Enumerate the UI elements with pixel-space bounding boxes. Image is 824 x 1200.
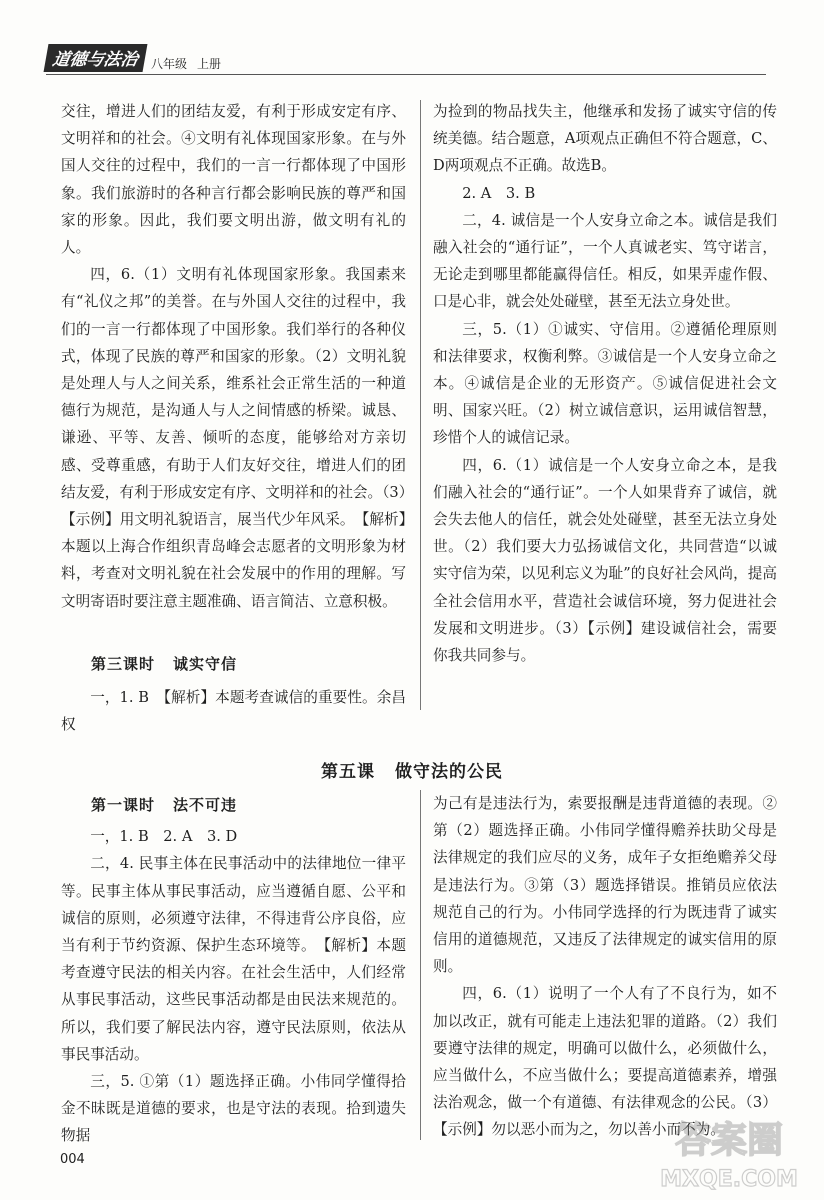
answer-paragraph: 四，6.（1）诚信是一个人安身立命之本，是我们融入社会的“通行证”。一个人如果背弃了诚信，就会失去他人的信任，就会处处碰壁，甚至无法立身处世。（2）我们要大力弘扬诚信文化，共同营造“以诚实守信为荣，以见利忘义为耻”的良好社会风尚，提高全社会信用水平，营造社会诚信环境，努力促进社会发展和文明进步。（3）【示例】建设诚信社会，需要你我共同参与。 xyxy=(433,456,777,665)
lower-left-column xyxy=(61,792,406,1150)
volume-label: 上册 xyxy=(197,57,222,71)
lower-right-column xyxy=(433,790,777,1144)
answer-paragraph: 交往，增进人们的团结友爱，有利于形成安定有序、文明祥和的社会。④文明有礼体现国家形象。在与外国人交往的过程中，我们的一言一行都体现了中国形象。我们旅游时的各种言行都会影响民族的尊严和国家的形象。因此，我们要文明出游，做文明有礼的人。 xyxy=(61,103,406,257)
answer-paragraph: 2. A 3. B xyxy=(462,184,536,202)
answer-paragraph: 为己有是违法行为，索要报酬是违背道德的表现。②第（2）题选择正确。小伟同学懂得赡养扶助父母是法律规定的我们应尽的义务，成年子女拒绝赡养父母是违法行为。③第（3）题选择错误。推销员应依法规范自己的行为。小伟同学选择的行为既违背了诚实信用的道德规范，又违反了法律规定的诚实信用的原则。 xyxy=(433,795,777,976)
answer-paragraph: 为捡到的物品找失主，他继承和发扬了诚实守信的传统美德。结合题意，A项观点正确但不符合题意，C、D两项观点不正确。故选B。 xyxy=(433,103,777,175)
answer-paragraph: 三，5.（1）①诚实、守信用。②遵循伦理原则和法律要求，权衡利弊。③诚信是一个人安身立命之本。④诚信是企业的无形资产。⑤诚信促进社会文明、国家兴旺。（2）树立诚信意识，运用诚信智慧，珍惜个人的诚信记录。 xyxy=(433,320,777,447)
answer-paragraph: 四，6.（1）说明了一个人有了不良行为，如不加以改正，就有可能走上违法犯罪的道路。（2）我们要遵守法律的规定，明确可以做什么，必须做什么，应当做什么，不应当做什么；要提高道德素养，增强法治观念，做一个有道德、有法律观念的公民。（3）【示例】勿以恶小而为之，勿以善小而不为。 xyxy=(433,985,777,1139)
answer-paragraph: 一，1. B 2. A 3. D xyxy=(90,828,238,846)
svg-text:MXQE.COM: MXQE.COM xyxy=(660,1167,798,1192)
answer-paragraph: 二，4. 民事主体在民事活动中的法律地位一律平等。民事主体从事民事活动，应当遵循自愿、公平和诚信的原则，必须遵守法律，不得违背公序良俗，应当有利于节约资源、保护生态环境等。 【解析】本题考查遵守民法的相关内容。在社会生活中，人们经常从事民事活动，这些民事活动都是由民法来规范的。所以，我们要了解民法内容，遵守民法原则，依法从事民事活动。 xyxy=(61,855,406,1063)
page-header xyxy=(46,46,221,72)
page-number: 004 xyxy=(60,1152,85,1167)
upper-right-column xyxy=(433,98,777,669)
svg-text:答案圈: 答案圈 xyxy=(674,1120,784,1161)
watermark-icon xyxy=(644,1100,814,1196)
section-title: 第一课时 法不可违 xyxy=(91,796,238,814)
column-divider xyxy=(420,100,421,710)
grade-label: 八年级 xyxy=(151,57,188,71)
watermark-logo xyxy=(644,1100,814,1196)
column-divider xyxy=(420,790,421,1140)
answer-paragraph: 一，1. B 【解析】本题考查诚信的重要性。余昌权 xyxy=(61,689,406,734)
answer-paragraph: 二，4. 诚信是一个人安身立命之本。诚信是我们融入社会的“通行证”，一个人真诚老实、笃守诺言，无论走到哪里都能赢得信任。相反，如果弄虚作假、口是心非，就会处处碰壁，甚至无法立身处世。 xyxy=(433,211,777,311)
chapter-title: 第五课 做守法的公民 xyxy=(321,762,503,782)
upper-left-column xyxy=(61,98,406,738)
answer-paragraph: 三，5. ①第（1）题选择正确。小伟同学懂得拾金不昧既是道德的要求，也是守法的表现。拾到遗失物据 xyxy=(61,1073,406,1145)
book-title: 道德与法治 xyxy=(44,44,148,72)
section-title: 第三课时 诚实守信 xyxy=(91,654,238,673)
header-rule xyxy=(46,74,766,75)
answer-paragraph: 四，6.（1）文明有礼体现国家形象。我国素来有“礼仪之邦”的美誉。在与外国人交往的过程中，我们的一言一行都体现了中国形象。我们举行的各种仪式，体现了民族的尊严和国家的形象。（2）文明礼貌是处理人与人之间关系，维系社会正常生活的一种道德行为规范，是沟通人与人之间情感的桥梁。诚恳、谦逊、平等、友善、倾听的态度，能够给对方亲切感、受尊重感，有助于人们友好交往，增进人们的团结友爱，有利于形成安定有序、文明祥和的社会。（3）【示例】用文明礼貌语言，展当代少年风采。 【解析】本题以上海合作组织青岛峰会志愿者的文明形象为材料，考查对文明礼貌在社会发展中的作用的理解。写文明寄语时要注意主题准确、语言简洁、立意积极。 xyxy=(61,266,406,610)
